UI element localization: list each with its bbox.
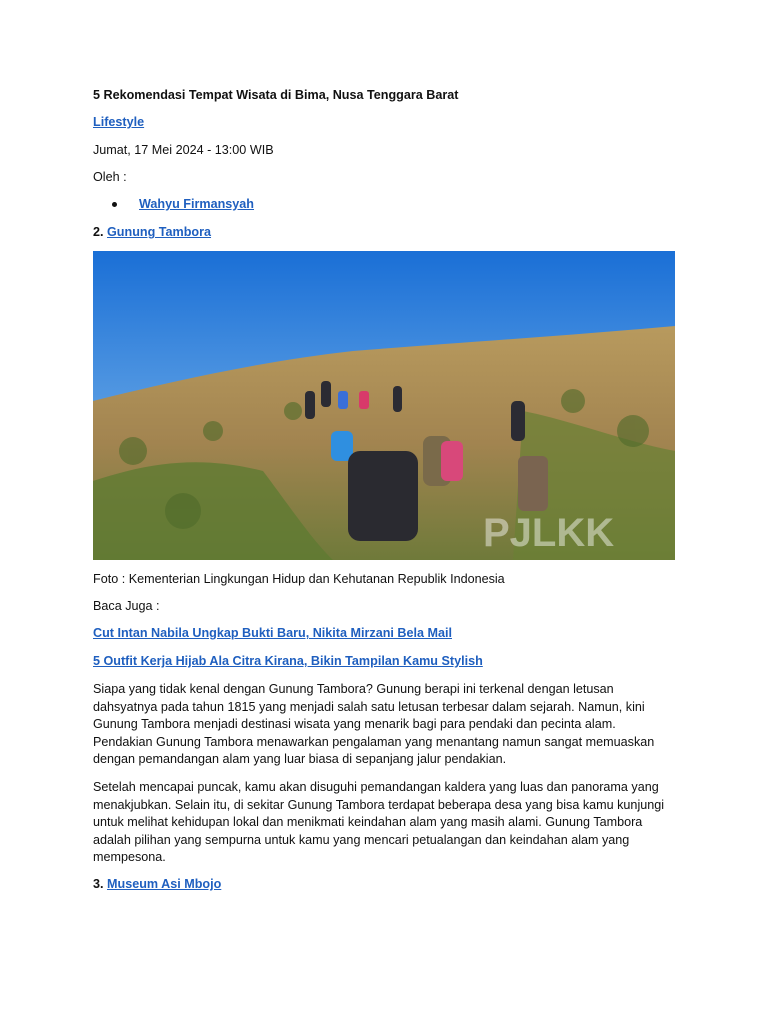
author-label: Oleh :	[93, 170, 127, 184]
author-link[interactable]: Wahyu Firmansyah	[139, 197, 255, 211]
photo-watermark: PJLKK	[483, 511, 615, 555]
related-link-2[interactable]: 5 Outfit Kerja Hijab Ala Citra Kirana, Bikin Tampilan Kamu Stylish	[93, 654, 483, 668]
section-2-heading	[93, 225, 211, 239]
category-line	[93, 115, 144, 129]
paragraph-2: Setelah mencapai puncak, kamu akan disuguhi pemandangan kaldera yang luas dan panorama yang menakjubkan. Selain itu, di sekitar Gunung Tambora terdapat beberapa desa yang bisa kamu kunjungi untuk melihat kehidupan lokal dan menikmati keindahan alam yang masih alami. Gunung Tambora adalah pilihan yang sempurna untuk kamu yang mencari petualangan dan keindahan alam yang mempesona.	[93, 780, 665, 864]
category-link[interactable]: Lifestyle	[93, 115, 145, 129]
bullet-icon	[112, 202, 117, 207]
photo-caption: Foto : Kementerian Lingkungan Hidup dan Kehutanan Republik Indonesia	[93, 572, 505, 586]
paragraph-1: Siapa yang tidak kenal dengan Gunung Tambora? Gunung berapi ini terkenal dengan letusan dahsyatnya pada tahun 1815 yang menjadi salah satu letusan terbesar dalam sejarah. Namun, kini Gunung Tambora menjadi destinasi wisata yang menarik bagi para pendaki dan pecinta alam. Pendakian Gunung Tambora menawarkan pengalaman yang menantang namun sangat memuaskan dengan pemandangan alam yang luar biasa di sepanjang jalur pendakian.	[93, 682, 655, 766]
related-link-1-line	[93, 626, 452, 640]
section-3-heading	[93, 877, 221, 891]
related-link-1[interactable]: Cut Intan Nabila Ungkap Bukti Baru, Nikita Mirzani Bela Mail	[93, 626, 452, 640]
baca-juga-label: Baca Juga :	[93, 599, 160, 613]
related-link-2-line	[93, 654, 483, 668]
section-2-number: 2.	[93, 225, 104, 239]
gunung-tambora-photo	[93, 251, 675, 560]
publish-date: Jumat, 17 Mei 2024 - 13:00 WIB	[93, 143, 274, 157]
article-title: 5 Rekomendasi Tempat Wisata di Bima, Nusa Tenggara Barat	[93, 88, 459, 102]
section-3-link[interactable]: Museum Asi Mbojo	[107, 877, 222, 891]
section-2-link[interactable]: Gunung Tambora	[107, 225, 212, 239]
section-3-number: 3.	[93, 877, 104, 891]
author-list-item	[112, 197, 254, 211]
